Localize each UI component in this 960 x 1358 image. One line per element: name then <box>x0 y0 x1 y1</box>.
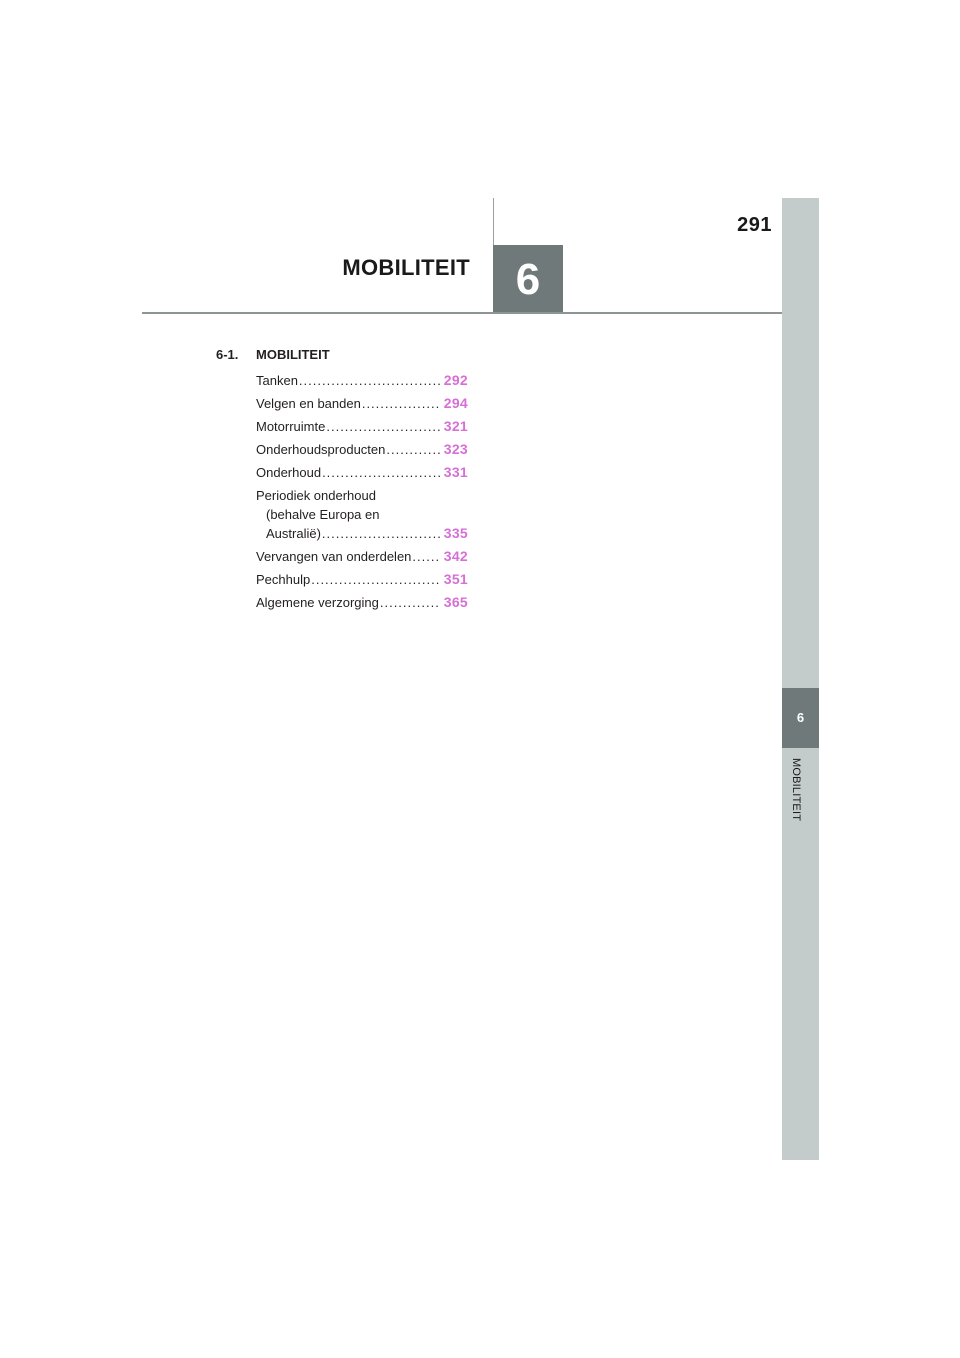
toc-entry-page-link[interactable]: 351 <box>443 571 468 587</box>
toc-entry[interactable] <box>256 547 468 566</box>
toc-leader-dots <box>326 417 440 436</box>
toc-entry[interactable] <box>256 593 468 612</box>
toc-entry[interactable] <box>256 463 468 482</box>
toc-entry[interactable] <box>256 394 468 413</box>
side-chapter-tab[interactable]: 6 <box>782 688 819 748</box>
side-chapter-label: MOBILITEIT <box>790 758 802 822</box>
toc-entry-page-link[interactable]: 294 <box>443 395 468 411</box>
toc-entry-title: Pechhulp <box>256 572 311 587</box>
toc-entry-title: Motorruimte <box>256 419 326 434</box>
side-thumb-strip <box>782 198 819 1160</box>
toc-entries <box>256 371 468 612</box>
toc-leader-dots <box>299 371 441 390</box>
toc-entry-page-link[interactable]: 335 <box>443 525 468 541</box>
toc-entry[interactable] <box>256 417 468 436</box>
toc-entry-title: Onderhoudsproducten <box>256 442 386 457</box>
toc-entry-page-link[interactable]: 323 <box>443 441 468 457</box>
toc-entry[interactable] <box>256 486 468 543</box>
toc-section-heading <box>216 347 476 362</box>
toc-leader-dots <box>311 570 441 589</box>
toc-entry-page-link[interactable]: 331 <box>443 464 468 480</box>
toc-entry-page-link[interactable]: 365 <box>443 594 468 610</box>
toc-leader-dots <box>386 440 440 459</box>
toc-entry-title: Algemene verzorging <box>256 595 379 610</box>
chapter-number-box: 6 <box>493 245 563 313</box>
toc-entry-title: Velgen en banden <box>256 396 361 411</box>
toc-section-number: 6-1. <box>216 347 239 362</box>
toc-entry-title-line: Australië) <box>266 526 321 541</box>
toc-entry[interactable] <box>256 371 468 390</box>
toc-leader-dots <box>362 394 441 413</box>
toc-entry-page-link[interactable]: 342 <box>443 548 468 564</box>
toc-entry-title-line: Periodiek onderhoud <box>256 488 376 503</box>
toc-entry-title: Onderhoud <box>256 465 322 480</box>
toc-entry[interactable] <box>256 440 468 459</box>
toc-leader-dots <box>322 463 441 482</box>
header-horizontal-divider <box>142 312 782 314</box>
chapter-title: MOBILITEIT <box>342 255 470 280</box>
toc-entry-page-link[interactable]: 292 <box>443 372 468 388</box>
toc-entry-title: Vervangen van onderdelen <box>256 549 412 564</box>
page-number: 291 <box>737 214 772 236</box>
toc-section-title: MOBILITEIT <box>256 347 330 362</box>
toc-entry-page-link[interactable]: 321 <box>443 418 468 434</box>
toc-entry-title: Tanken <box>256 373 298 388</box>
toc-entry-title-line: (behalve Europa en <box>266 507 380 522</box>
toc-leader-dots <box>322 524 441 543</box>
toc-entry[interactable] <box>256 570 468 589</box>
header-vertical-divider <box>493 198 494 245</box>
toc-leader-dots <box>412 547 440 566</box>
table-of-contents <box>216 347 476 616</box>
toc-leader-dots <box>380 593 441 612</box>
